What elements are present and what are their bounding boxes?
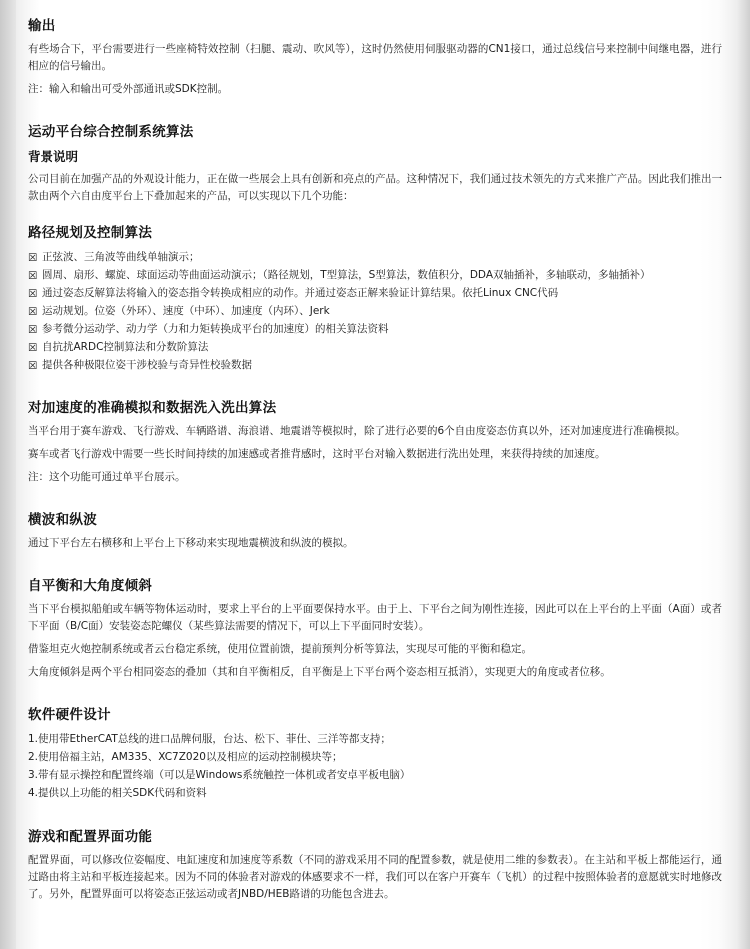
list-item: 1.使用带EtherCAT总线的进口品牌伺服，台达、松下、菲仕、三洋等都支持； (28, 733, 391, 746)
section-accel-simulation (28, 396, 722, 486)
section-title: 自平衡和大角度倾斜 (28, 578, 153, 595)
section-game-config-ui (28, 825, 722, 903)
list-item-label: 正弦波、三角波等曲线单轴演示； (42, 251, 200, 263)
paragraph: 赛车或者飞行游戏中需要一些长时间持续的加速感或者推背感时，这时平台对输入数据进行洗出处理，来获得持续的加速度。 (28, 448, 606, 461)
section-transverse-longitudinal-wave (28, 508, 722, 552)
checkbox-crossed-icon: ☒ (28, 270, 38, 283)
list-item-label: 自抗扰ARDC控制算法和分数阶算法 (42, 341, 209, 354)
section-software-hardware (28, 703, 722, 802)
list-item: 2.使用倍福主站，AM335、XC7Z020以及相应的运动控制模块等； (28, 751, 343, 764)
list-item-label: 圆周、扇形、螺旋、球面运动等曲面运动演示；（路径规划，T型算法，S型算法，数值积分，DDA双轴插补，多轴联动，多轴插补） (42, 269, 651, 282)
list-item-label: 提供各种极限位姿干涉校验与奇异性校验数据 (42, 359, 252, 372)
checkbox-crossed-icon: ☒ (28, 342, 38, 355)
paragraph: 借鉴坦克火炮控制系统或者云台稳定系统，使用位置前馈，提前预判分析等算法，实现尽可能的平衡和稳定。 (28, 643, 532, 656)
paragraph: 通过下平台左右横移和上平台上下移动来实现地震横波和纵波的模拟。 (28, 537, 354, 550)
paragraph: 配置界面，可以修改位姿幅度、电缸速度和加速度等系数（不同的游戏采用不同的配置参数，就是使用二维的参数表）。在主站和平板上都能运行，通过路由将主站和平板连接起来。因为不同的体验者对游戏的体感要求不一样，我们可以在客户开赛车（飞机）的过程中按照体验者的意愿就实时地修改了。另外，配置界面可以将姿态正弦运动或者JNBD/HEB路谱的功能包含进去。 (28, 853, 722, 900)
section-title: 软件硬件设计 (28, 707, 111, 724)
paragraph: 有些场合下，平台需要进行一些座椅特效控制（扫腿、震动、吹风等），这时仍然使用伺服驱动器的CN1接口，通过总线信号来控制中间继电器，进行相应的信号输出。 (28, 43, 722, 72)
list-item (28, 338, 722, 356)
checkbox-crossed-icon: ☒ (28, 306, 38, 319)
section-title: 运动平台综合控制系统算法 (28, 124, 194, 140)
paragraph-note: 注：输入和输出可受外部通讯或SDK控制。 (28, 83, 229, 95)
section-path-planning (28, 221, 722, 374)
page-right-shadow (736, 0, 750, 949)
section-title: 路径规划及控制算法 (28, 225, 153, 241)
list-item (28, 302, 722, 320)
checkbox-crossed-icon: ☒ (28, 324, 38, 337)
checkbox-crossed-icon: ☒ (28, 252, 38, 264)
section-title: 游戏和配置界面功能 (28, 828, 153, 845)
list-item: 4.提供以上功能的相关SDK代码和资料 (28, 787, 207, 800)
section-output (28, 14, 722, 98)
checkbox-list (28, 248, 722, 374)
list-item (28, 356, 722, 374)
list-item-label: 通过姿态反解算法将输入的姿态指令转换成相应的动作。并通过姿态正解来验证计算结果。依托Linux CNC代码 (42, 287, 559, 300)
list-item (28, 320, 722, 338)
numbered-list (28, 730, 722, 802)
section-title: 横波和纵波 (28, 512, 97, 529)
list-item (28, 284, 722, 302)
list-item: 3.带有显示操控和配置终端（可以是Windows系统触控一体机或者安卓平板电脑） (28, 769, 411, 782)
list-item (28, 248, 722, 266)
paragraph: 当下平台模拟船舶或车辆等物体运动时，要求上平台的上平面要保持水平。由于上、下平台之间为刚性连接，因此可以在上平台的上平面（A面）或者下平面（B/C面）安装姿态陀螺仪（某些算法需要的情况下，可以上下平面同时安装）。 (28, 603, 722, 633)
paragraph: 大角度倾斜是两个平台相同姿态的叠加（其和自平衡相反，自平衡是上下平台两个姿态相互抵消），实现更大的角度或者位移。 (28, 666, 611, 679)
section-title: 对加速度的准确模拟和数据洗入洗出算法 (28, 400, 277, 417)
paragraph: 公司目前在加强产品的外观设计能力，正在做一些展会上具有创新和亮点的产品。这种情况下，我们通过技术领先的方式来推广产品。因此我们推出一款由两个六自由度平台上下叠加起来的产品，可以实现以下几个功能： (28, 173, 722, 202)
document-content (28, 14, 722, 903)
checkbox-crossed-icon: ☒ (28, 360, 38, 373)
list-item-label: 运动规划。位姿（外环）、速度（中环）、加速度（内环）、Jerk (42, 305, 330, 318)
paragraph: 当平台用于赛车游戏、飞行游戏、车辆路谱、海浪谱、地震谱等模拟时，除了进行必要的6个自由度姿态仿真以外，还对加速度进行准确模拟。 (28, 425, 686, 438)
checkbox-crossed-icon: ☒ (28, 288, 38, 301)
section-self-balance (28, 574, 722, 681)
paragraph-note: 注：这个功能可通过单平台展示。 (28, 471, 186, 484)
section-motion-platform-algorithm (28, 120, 722, 205)
section-title: 输出 (28, 18, 56, 34)
section-subtitle: 背景说明 (28, 149, 79, 164)
page-left-shadow (0, 0, 16, 949)
list-item-label: 参考微分运动学、动力学（力和力矩转换成平台的加速度）的相关算法资料 (42, 323, 389, 336)
list-item (28, 266, 722, 284)
